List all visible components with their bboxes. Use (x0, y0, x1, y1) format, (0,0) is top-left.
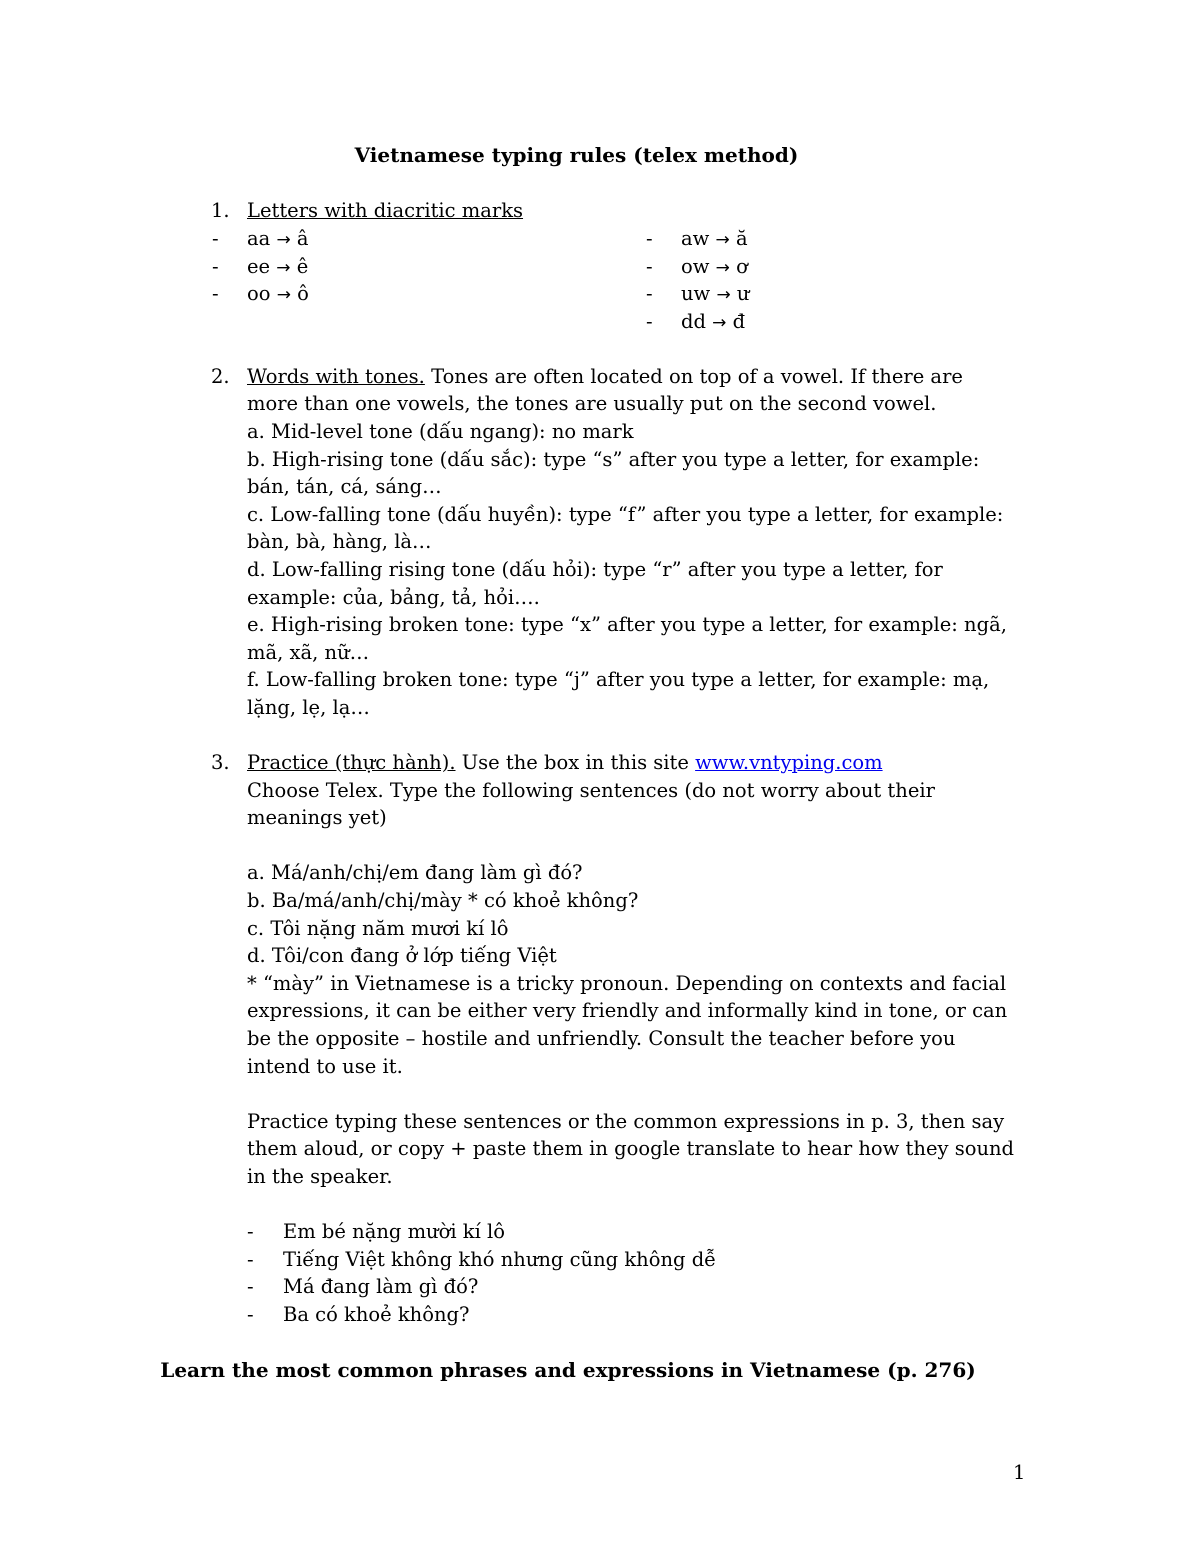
arrow-right-icon: → (715, 230, 730, 250)
bullet-item: Má đang làm gì đó? (283, 1275, 479, 1298)
bullet-item: Ba có khoẻ không? (283, 1303, 470, 1326)
dash: - (646, 310, 653, 333)
section-3-number: 3. (211, 751, 230, 774)
section-2-heading: Words with tones. (247, 365, 425, 388)
bullet-item: Tiếng Việt không khó nhưng cũng không dễ (283, 1248, 717, 1271)
arrow-right-icon: → (716, 285, 731, 305)
dash: - (247, 1248, 254, 1271)
dash: - (646, 282, 653, 305)
practice-sentence: b. Ba/má/anh/chị/mày * có khoẻ không? (247, 889, 639, 912)
instruction-line: them aloud, or copy + paste them in google translate to hear how they sound (247, 1137, 1015, 1160)
page-number: 1 (1013, 1461, 1026, 1484)
dash: - (247, 1220, 254, 1243)
section-2-line: a. Mid-level tone (dấu ngang): no mark (247, 420, 634, 443)
section-2-line: b. High-rising tone (dấu sắc): type “s” after you type a letter, for example: (247, 448, 980, 471)
mapping-uw: uw → ư (681, 282, 750, 305)
section-2-line: c. Low-falling tone (dấu huyền): type “f” after you type a letter, for example: (247, 503, 1004, 526)
section-2-line: example: của, bảng, tả, hỏi…. (247, 586, 540, 609)
mapping-ow: ow → ơ (681, 255, 748, 278)
practice-sentence: c. Tôi nặng năm mươi kí lô (247, 917, 509, 940)
footnote-line: intend to use it. (247, 1055, 403, 1078)
bullet-item: Em bé nặng mười kí lô (283, 1220, 506, 1243)
dash: - (247, 1275, 254, 1298)
arrow-right-icon: → (276, 230, 291, 250)
dash: - (212, 282, 219, 305)
closing-heading: Learn the most common phrases and expressions in Vietnamese (p. 276) (160, 1358, 976, 1382)
dash: - (212, 227, 219, 250)
document-title: Vietnamese typing rules (telex method) (354, 143, 799, 167)
section-2-line: mã, xã, nữ… (247, 641, 370, 664)
footnote-line: expressions, it can be either very friendly and informally kind in tone, or can (247, 999, 1008, 1022)
footnote-line: be the opposite – hostile and unfriendly. Consult the teacher before you (247, 1027, 956, 1050)
dash: - (247, 1303, 254, 1326)
section-1-number: 1. (211, 199, 230, 222)
instruction-line: in the speaker. (247, 1165, 393, 1188)
instruction-line: Practice typing these sentences or the common expressions in p. 3, then say (247, 1110, 1005, 1133)
section-3-line: Choose Telex. Type the following sentences (do not worry about their (247, 779, 935, 802)
mapping-aa: aa → â (247, 227, 309, 250)
section-2-first-line: Words with tones. Tones are often located on top of a vowel. If there are (247, 365, 963, 388)
section-2-line: bán, tán, cá, sáng… (247, 475, 442, 498)
section-2-line: e. High-rising broken tone: type “x” after you type a letter, for example: ngã, (247, 613, 1007, 636)
dash: - (646, 227, 653, 250)
dash: - (212, 255, 219, 278)
vntyping-link[interactable]: www.vntyping.com (695, 751, 883, 774)
section-2-line: f. Low-falling broken tone: type “j” after you type a letter, for example: mạ, (247, 668, 990, 691)
section-2-line: d. Low-falling rising tone (dấu hỏi): type “r” after you type a letter, for (247, 558, 943, 581)
footnote-line: * “mày” in Vietnamese is a tricky pronoun. Depending on contexts and facial (247, 972, 1007, 995)
mapping-dd: dd → đ (681, 310, 746, 333)
mapping-aw: aw → ă (681, 227, 748, 250)
section-2-line: more than one vowels, the tones are usually put on the second vowel. (247, 392, 937, 415)
arrow-right-icon: → (276, 258, 291, 278)
mapping-oo: oo → ô (247, 282, 309, 305)
practice-sentence: d. Tôi/con đang ở lớp tiếng Việt (247, 944, 557, 967)
section-2-number: 2. (211, 365, 230, 388)
section-3-heading: Practice (thực hành). (247, 751, 456, 774)
section-3-line: meanings yet) (247, 806, 387, 829)
arrow-right-icon: → (276, 285, 291, 305)
arrow-right-icon: → (712, 313, 727, 333)
section-3-first-line: Practice (thực hành). Use the box in this site www.vntyping.com (247, 751, 883, 774)
section-2-line: bàn, bà, hàng, là… (247, 530, 432, 553)
section-2-line: lặng, lẹ, lạ… (247, 696, 370, 719)
dash: - (646, 255, 653, 278)
practice-sentence: a. Má/anh/chị/em đang làm gì đó? (247, 861, 583, 884)
section-1-heading: Letters with diacritic marks (247, 199, 524, 222)
mapping-ee: ee → ê (247, 255, 309, 278)
arrow-right-icon: → (715, 258, 730, 278)
